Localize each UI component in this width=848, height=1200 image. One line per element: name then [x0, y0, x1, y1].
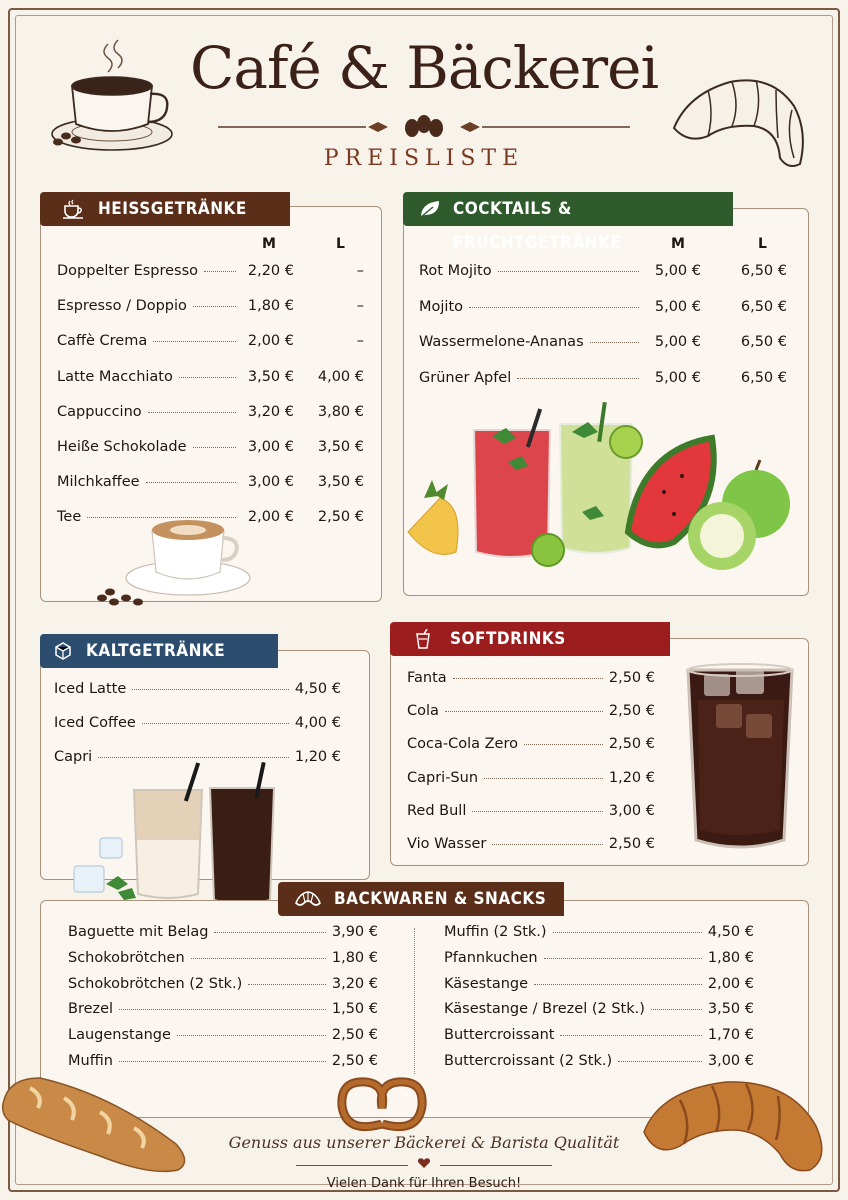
menu-item-name: Coca-Cola Zero: [407, 736, 518, 753]
menu-item-price-m: 2,00 €: [247, 333, 294, 350]
menu-item: [444, 976, 754, 992]
menu-item-name: Latte Macchiato: [57, 368, 173, 385]
menu-item: [444, 1027, 754, 1043]
dot-leader: [119, 1061, 326, 1062]
menu-item-price-m: 2,20 €: [247, 263, 294, 279]
menu-item: [407, 703, 655, 719]
hot-drinks-col-l: L: [336, 236, 345, 252]
menu-item: [68, 950, 378, 966]
latte-art-cup-illustration: [92, 512, 256, 612]
hot-drinks-title: HEISSGETRÄNKE: [98, 199, 247, 219]
menu-item: [407, 803, 655, 819]
dot-leader: [98, 757, 289, 758]
dot-leader: [544, 958, 702, 959]
menu-item: [419, 299, 787, 315]
menu-item-price: 4,00 €: [294, 715, 341, 731]
menu-item-price-l: 2,50 €: [317, 509, 364, 526]
bakery-column-divider: [414, 928, 415, 1074]
menu-item-name: Cola: [407, 703, 439, 720]
menu-item-price: 1,80 €: [331, 949, 378, 966]
ice-cube-icon: [52, 641, 74, 661]
menu-item-price-l: 6,50 €: [740, 298, 787, 315]
menu-item: [68, 1001, 378, 1017]
dot-leader: [119, 1009, 326, 1010]
page-subtitle: PREISLISTE: [323, 146, 525, 171]
menu-item: [444, 924, 754, 940]
menu-item-name: Schokobrötchen: [68, 949, 185, 966]
hot-drinks-col-m: M: [262, 236, 276, 252]
menu-item: [444, 1001, 754, 1017]
baguette-illustration: [0, 1070, 190, 1176]
dot-leader: [148, 412, 236, 413]
menu-item-price: 3,90 €: [331, 924, 378, 940]
heart-icon: [417, 1156, 431, 1170]
menu-item: [407, 670, 655, 686]
menu-item-name: Iced Latte: [54, 681, 127, 697]
menu-item-price: 4,50 €: [294, 681, 341, 697]
menu-item-name: Rot Mojito: [419, 263, 492, 279]
dot-leader: [498, 271, 639, 272]
menu-item-price: 2,50 €: [331, 1027, 378, 1044]
menu-item-price-l: 3,50 €: [317, 439, 364, 455]
dot-leader: [193, 447, 236, 448]
menu-item-name: Laugenstange: [68, 1027, 171, 1044]
menu-item: [407, 736, 655, 752]
menu-item: [54, 681, 341, 697]
menu-item-price-l: –: [356, 263, 364, 279]
cocktails-col-l: L: [758, 236, 767, 252]
footer-line-right: [440, 1165, 552, 1166]
menu-item: [57, 474, 364, 490]
croissant-photo-illustration: [640, 1070, 826, 1176]
menu-item: [57, 439, 364, 455]
pretzel-illustration: [336, 1074, 428, 1136]
dot-leader: [484, 778, 603, 779]
menu-item-name: Tee: [57, 509, 82, 526]
menu-item-name: Muffin (2 Stk.): [444, 924, 547, 940]
bakery-title: BACKWAREN & SNACKS: [334, 889, 547, 909]
dot-leader: [534, 984, 702, 985]
menu-item-name: Doppelter Espresso: [57, 263, 199, 279]
menu-item: [54, 715, 341, 731]
dot-leader: [651, 1009, 702, 1010]
dot-leader: [553, 932, 702, 933]
dot-leader: [193, 306, 236, 307]
footer-tagline: Genuss aus unserer Bäckerei & Barista Qualität: [228, 1133, 620, 1152]
dot-leader: [142, 723, 289, 724]
menu-item-price: 2,50 €: [608, 836, 655, 852]
title-divider: [218, 112, 630, 142]
menu-item-price: 3,00 €: [707, 1053, 754, 1069]
cocktails-header: [403, 192, 733, 253]
menu-item-price: 3,20 €: [331, 975, 378, 992]
cocktails-fruit-illustration: [404, 402, 800, 572]
menu-item-name: Buttercroissant (2 Stk.): [444, 1053, 613, 1069]
menu-item-price-m: 5,00 €: [654, 263, 701, 279]
dot-leader: [177, 1035, 326, 1036]
dot-leader: [153, 341, 236, 342]
menu-item-price: 2,50 €: [331, 1053, 378, 1069]
menu-item: [57, 298, 364, 314]
menu-item-name: Vio Wasser: [407, 836, 487, 852]
menu-item-price-m: 3,00 €: [247, 439, 294, 455]
menu-item: [419, 370, 787, 386]
dot-leader: [204, 271, 236, 272]
menu-item-name: Fanta: [407, 670, 447, 686]
menu-item-name: Capri: [54, 749, 93, 765]
menu-item-price: 3,50 €: [707, 1001, 754, 1018]
menu-item: [407, 836, 655, 852]
menu-item-price-l: 3,50 €: [317, 474, 364, 491]
menu-item: [57, 263, 364, 279]
footer-thanks: Vielen Dank für Ihren Besuch!: [326, 1176, 522, 1191]
softdrinks-title: SOFTDRINKS: [450, 629, 566, 649]
menu-item-name: Capri-Sun: [407, 769, 479, 786]
hot-drinks-header: [40, 192, 290, 226]
menu-item-price-m: 3,50 €: [247, 368, 294, 385]
menu-item-price: 1,20 €: [294, 749, 341, 765]
menu-item-name: Milchkaffee: [57, 474, 140, 491]
dot-leader: [590, 342, 639, 343]
menu-item: [57, 369, 364, 385]
softdrinks-header: [390, 622, 670, 656]
menu-item-name: Red Bull: [407, 802, 467, 819]
menu-item-name: Baguette mit Belag: [68, 924, 209, 940]
menu-item-name: Espresso / Doppio: [57, 298, 187, 315]
menu-item-price: 1,20 €: [608, 769, 655, 786]
dot-leader: [214, 932, 325, 933]
menu-item-price-m: 5,00 €: [654, 334, 701, 350]
menu-item-name: Caffè Crema: [57, 333, 148, 350]
menu-item: [68, 1053, 378, 1069]
menu-item: [57, 333, 364, 349]
menu-item: [444, 1053, 754, 1069]
dot-leader: [560, 1035, 701, 1036]
menu-item: [407, 770, 655, 786]
menu-item: [68, 924, 378, 940]
croissant-icon: [294, 889, 322, 909]
menu-item-price-l: 4,00 €: [317, 368, 364, 385]
dot-leader: [179, 377, 236, 378]
menu-item-name: Wassermelone-Ananas: [419, 334, 584, 350]
cold-drinks-header: [40, 634, 278, 668]
leaf-icon: [419, 199, 441, 219]
cocktails-title: COCKTAILS & FRUCHTGETRÄNKE: [453, 199, 622, 253]
menu-item-price-l: 6,50 €: [740, 369, 787, 386]
menu-item-price-m: 5,00 €: [654, 369, 701, 386]
menu-item-price-m: 3,20 €: [247, 403, 294, 420]
bakery-header: [278, 882, 564, 916]
dot-leader: [472, 811, 603, 812]
dot-leader: [453, 678, 603, 679]
menu-item-name: Brezel: [68, 1001, 114, 1018]
menu-item-price-l: 6,50 €: [740, 263, 787, 279]
menu-item-price: 1,70 €: [707, 1027, 754, 1044]
dot-leader: [469, 307, 639, 308]
menu-item-price-l: 6,50 €: [740, 334, 787, 350]
menu-item-price: 3,00 €: [608, 802, 655, 819]
menu-item-price-m: 1,80 €: [247, 298, 294, 315]
menu-item-name: Käsestange: [444, 975, 529, 992]
menu-item-name: Buttercroissant: [444, 1027, 555, 1044]
menu-item: [68, 976, 378, 992]
menu-item-price: 1,50 €: [331, 1001, 378, 1018]
footer-line-left: [296, 1165, 408, 1166]
menu-item: [68, 1027, 378, 1043]
dot-leader: [618, 1061, 702, 1062]
dot-leader: [517, 378, 639, 379]
menu-item-name: Muffin: [68, 1053, 113, 1069]
page-title: Café & Bäckerei: [189, 34, 658, 102]
menu-item: [57, 404, 364, 420]
dot-leader: [132, 689, 289, 690]
menu-item-name: Iced Coffee: [54, 715, 136, 731]
dot-leader: [492, 844, 602, 845]
cola-glass-illustration: [684, 660, 796, 856]
menu-item-name: Pfannkuchen: [444, 949, 538, 966]
menu-item-price: 2,50 €: [608, 736, 655, 753]
dot-leader: [191, 958, 326, 959]
menu-item-price: 1,80 €: [707, 949, 754, 966]
menu-item-name: Heiße Schokolade: [57, 439, 187, 455]
dot-leader: [146, 482, 236, 483]
menu-item-name: Mojito: [419, 298, 463, 315]
menu-item-name: Schokobrötchen (2 Stk.): [68, 975, 243, 992]
coffee-cup-icon: [62, 199, 84, 219]
menu-item-price-l: –: [356, 333, 364, 350]
dot-leader: [445, 711, 603, 712]
cocktails-col-m: M: [671, 236, 685, 252]
menu-item-price-m: 3,00 €: [247, 474, 294, 491]
menu-item-price: 2,50 €: [608, 670, 655, 686]
menu-item-price-m: 5,00 €: [654, 298, 701, 315]
menu-item-name: Käsestange / Brezel (2 Stk.): [444, 1001, 645, 1018]
menu-item-price: 2,00 €: [707, 975, 754, 992]
menu-item-price: 4,50 €: [707, 924, 754, 940]
menu-item-name: Cappuccino: [57, 403, 142, 420]
menu-item: [419, 263, 787, 279]
menu-item-price-l: –: [356, 298, 364, 315]
soda-cup-icon: [412, 629, 434, 649]
menu-item-name: Grüner Apfel: [419, 369, 512, 386]
iced-coffee-illustration: [72, 762, 288, 912]
dot-leader: [524, 744, 603, 745]
cold-drinks-title: KALTGETRÄNKE: [86, 641, 226, 661]
menu-item: [419, 334, 787, 350]
menu-item-price-l: 3,80 €: [317, 403, 364, 420]
menu-item: [444, 950, 754, 966]
menu-item-price: 2,50 €: [608, 703, 655, 720]
menu-item-price-m: 2,00 €: [247, 509, 294, 526]
dot-leader: [248, 984, 326, 985]
